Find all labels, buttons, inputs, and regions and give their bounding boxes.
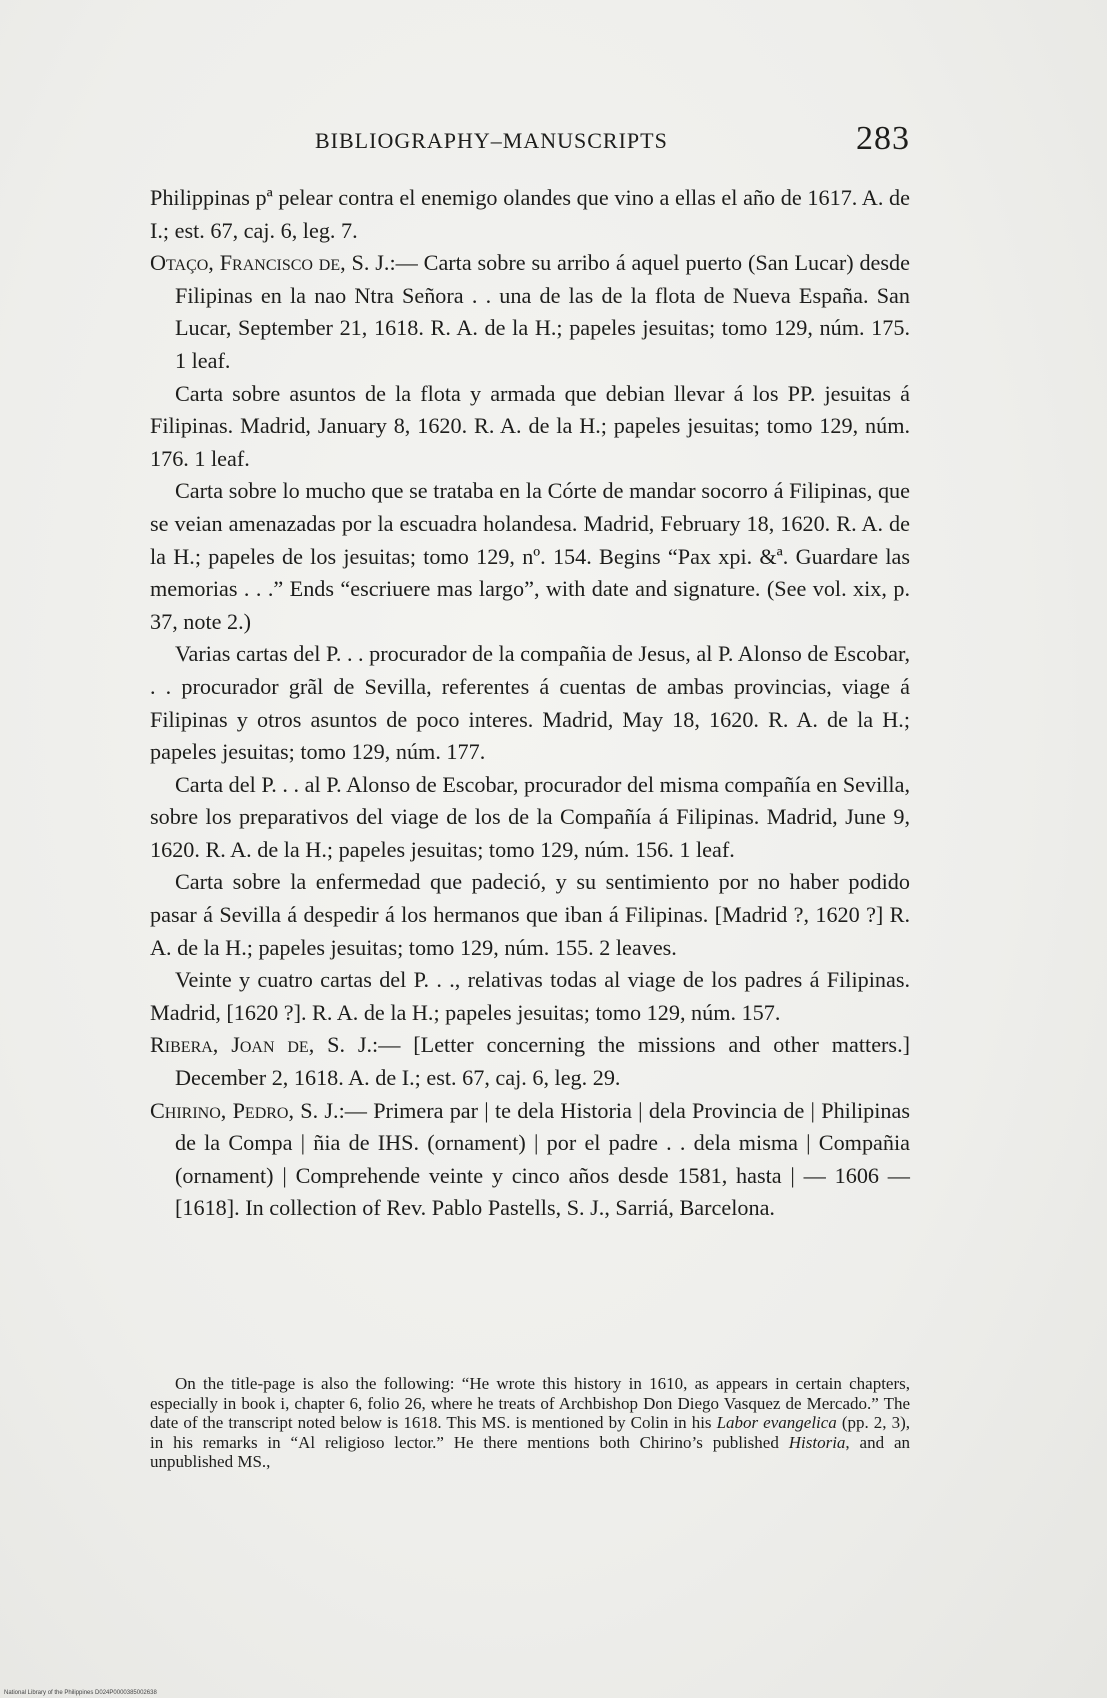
sub-entry: Carta sobre la enfermedad que padeció, y su sentimiento por no haber podido pasar á Sevilla á despedir á los hermanos que iban á Filipinas. [Madrid ?, 1620 ?] R. A. de la H.; papeles jesuitas; tomo 129, núm. 155. 2 leaves. [150,869,910,960]
footnote-text: , and an unpublished MS., [150,1432,911,1472]
sub-entry: Carta sobre asuntos de la flota y armada que debian llevar á los PP. jesuitas á Filipinas. Madrid, January 8, 1620. R. A. de la H.; papeles jesuitas; tomo 129, núm. 176. 1 leaf. [150,380,910,471]
sub-entry: Veinte y cuatro cartas del P. . ., relativas todas al viage de los padres á Filipinas. Madrid, [1620 ?]. R. A. de la H.; papeles jesuitas; tomo 129, núm. 157. [150,967,910,1025]
page-number: 283 [856,120,910,157]
bibliography-entry-otaco [150,247,910,377]
entry-author: Ribera, Joan de, S. J. [150,1032,373,1058]
entry-author: Chirino, Pedro, S. J. [150,1097,339,1123]
entry-continuation: Philippinas pª pelear contra el enemigo olandes que vino a ellas el año de 1617. A. de I.; est. 67, caj. 6, leg. 7. [150,185,910,243]
sub-entry: Varias cartas del P. . . procurador de la compañia de Jesus, al P. Alonso de Escobar, . . procurador grãl de Sevilla, referentes á cuentas de ambas provincias, viage á Filipinas y otros asuntos de poco interes. Madrid, May 18, 1620. R. A. de la H.; papeles jesuitas; tomo 129, núm. 177. [150,641,910,765]
footnote-text: On the title-page is also the following: “He wrote this history in 1610, as appears in certain chapters, especially in book i, chapter 6, folio 26, where he treats of Archbishop Don Diego Vasquez de Mercado.” The date of the transcript noted below is 1618. This MS. is mentioned by Colin in his [150,1374,910,1433]
bibliography-body [150,182,910,1225]
entry-text: :— Primera par | te dela Historia | dela Provincia de | Philipinas de la Compa | ñia de IHS. (ornament) | por el padre . . dela misma | Compañia (ornament) | Comprehende veinte y cinco años desde 1581, hasta | — 1606 — [1618]. In collection of Rev. Pablo Pastells, S. J., Sarriá, Barcelona. [175,1097,910,1221]
bibliography-entry-chirino [150,1095,910,1225]
sub-entry: Carta sobre lo mucho que se trataba en la Córte de mandar socorro á Filipinas, que se veian amenazadas por la escuadra holandesa. Madrid, February 18, 1620. R. A. de la H.; papeles de los jesuitas; tomo 129, nº. 154. Begins “Pax xpi. &ª. Guardare las memorias . . .” Ends “escriuere mas largo”, with date and signature. (See vol. xix, p. 37, note 2.) [150,478,910,634]
footnote-italic-title: Historia [788,1432,846,1452]
running-head: BIBLIOGRAPHY–MANUSCRIPTS [315,128,668,153]
entry-text: :— [Letter concerning the missions and other matters.] December 2, 1618. A. de I.; est. 67, caj. 6, leg. 29. [175,1032,911,1091]
footnote-text: (pp. 2, 3), in his remarks in “Al religioso lector.” He there mentions both Chirino’s published [150,1413,910,1452]
entry-author: Otaço, Francisco de, S. J. [150,250,390,276]
footnote-italic-title: Labor evangelica [716,1413,837,1433]
footnote [150,1374,910,1472]
page-header [150,120,910,164]
entry-text: :— Carta sobre su arribo á aquel puerto (San Lucar) desde Filipinas en la nao Ntra Señora . . una de las de la flota de Nueva España. San Lucar, September 21, 1618. R. A. de la H.; papeles jesuitas; tomo 129, núm. 175. 1 leaf. [175,250,910,373]
scan-imprint: National Library of the Philippines D024P0000385002638 [4,1690,157,1696]
bibliography-entry-ribera [150,1029,910,1094]
sub-entry: Carta del P. . . al P. Alonso de Escobar, procurador del misma compañía en Sevilla, sobre los preparativos del viage de los de la Compañía á Filipinas. Madrid, June 9, 1620. R. A. de la H.; papeles jesuitas; tomo 129, núm. 156. 1 leaf. [150,771,910,862]
